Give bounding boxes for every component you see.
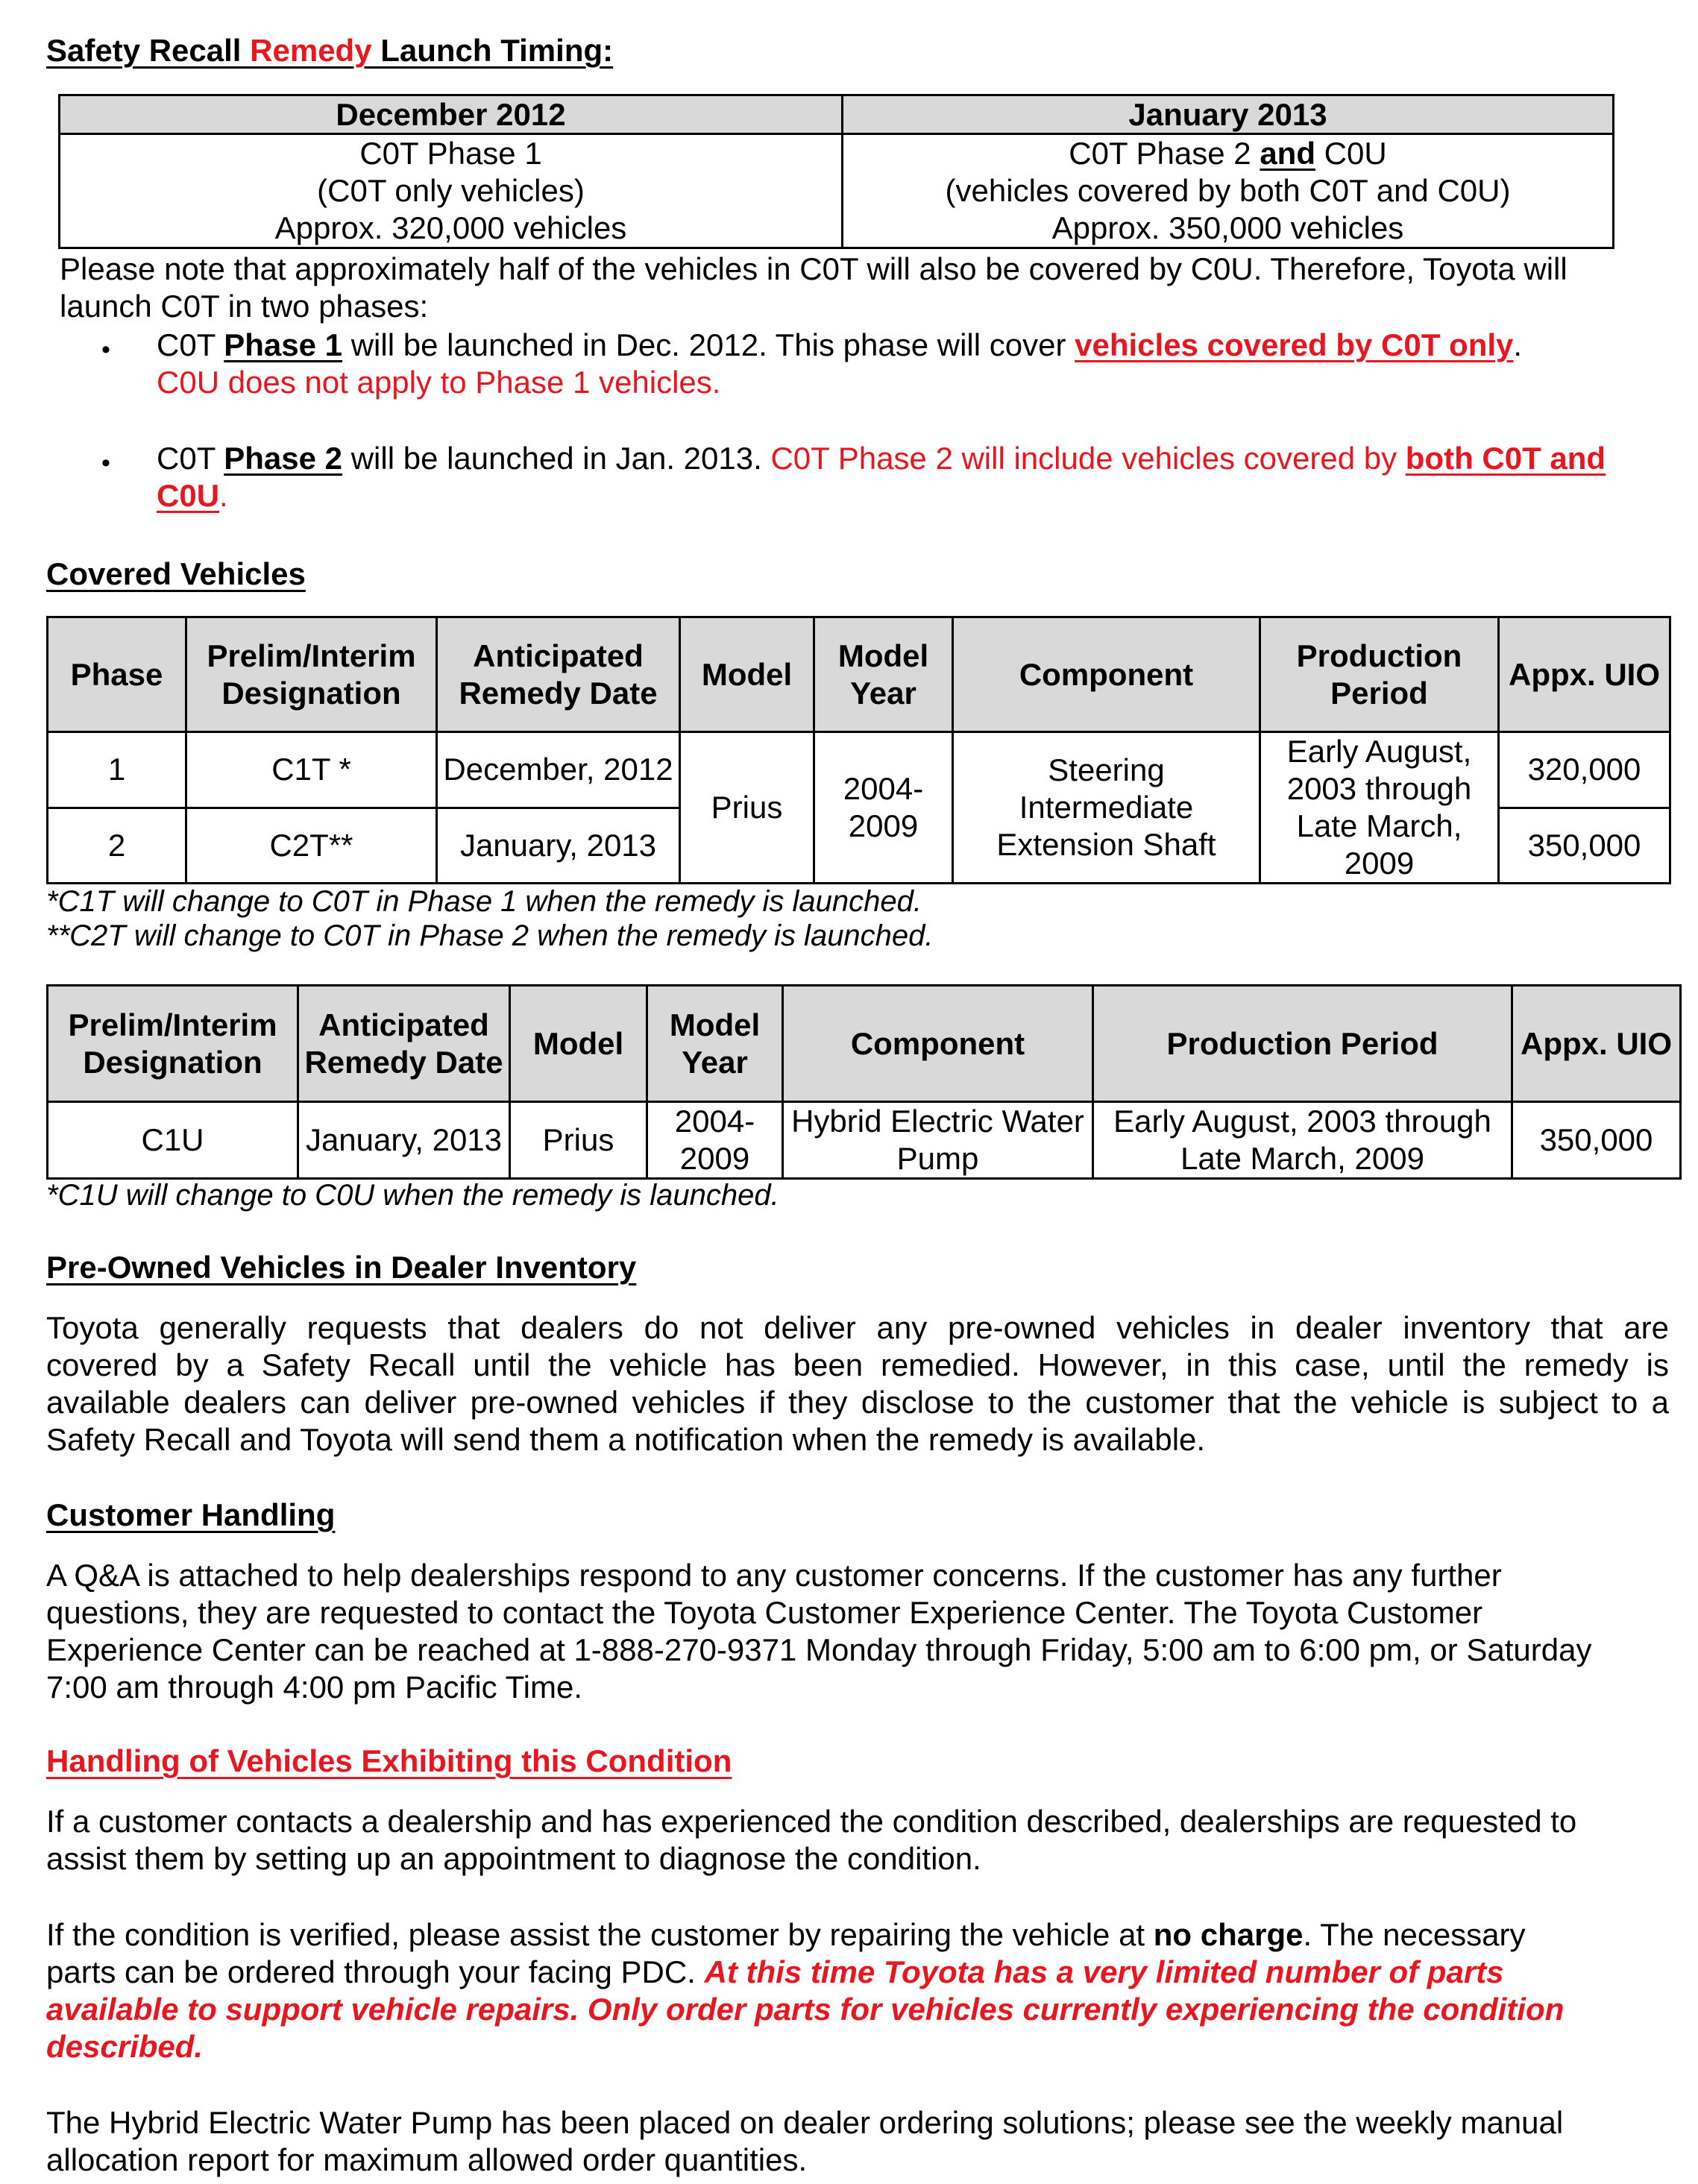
cell-date: January, 2013 bbox=[437, 808, 680, 884]
timing-line: Approx. 320,000 vehicles bbox=[274, 210, 627, 245]
timing-title-part: Safety Recall bbox=[46, 33, 251, 68]
bullet-red-text: C0T Phase 2 will include vehicles covered by bbox=[770, 441, 1406, 476]
timing-title-remedy: Remedy bbox=[250, 33, 372, 68]
handling-line bbox=[46, 1954, 1687, 1991]
covered-header-period: Production Period bbox=[1260, 617, 1499, 732]
handling-warning: available to support vehicle repairs. Only order parts for vehicles currently experiencing the condition bbox=[46, 1992, 1565, 2027]
table-row bbox=[48, 732, 1670, 808]
customer-line: questions, they are requested to contact the Toyota Customer Experience Center. The Toyota Customer bbox=[46, 1595, 1483, 1630]
handling-line: assist them by setting up an appointment to diagnose the condition. bbox=[46, 1841, 981, 1876]
cell-model: Prius bbox=[680, 732, 814, 884]
pump-header-period: Production Period bbox=[1093, 986, 1512, 1102]
timing-line: (C0T only vehicles) bbox=[317, 173, 585, 208]
timing-table bbox=[58, 94, 1614, 249]
covered-header-designation: Prelim/Interim Designation bbox=[186, 617, 437, 732]
bullet-emphasis: vehicles covered by C0T only bbox=[1075, 327, 1514, 362]
bullet-phase1 bbox=[157, 327, 1648, 401]
cell-date: January, 2013 bbox=[298, 1102, 510, 1179]
covered-header-date: Anticipated Remedy Date bbox=[437, 617, 680, 732]
handling-line: The Hybrid Electric Water Pump has been placed on dealer ordering solutions; please see the weekly manual bbox=[46, 2105, 1564, 2140]
bullet-emphasis: both C0T and C0U bbox=[157, 441, 1606, 513]
handling-text: parts can be ordered through your facing PDC. bbox=[46, 1954, 705, 1989]
customer-title: Customer Handling bbox=[46, 1497, 336, 1532]
timing-header-jan: January 2013 bbox=[843, 95, 1614, 134]
covered-table bbox=[46, 616, 1671, 884]
preowned-body bbox=[46, 1309, 1669, 1458]
handling-p1 bbox=[46, 1803, 1687, 1878]
bullet-phase-label: Phase 1 bbox=[224, 327, 343, 362]
covered-title: Covered Vehicles bbox=[46, 556, 306, 591]
pump-table bbox=[46, 984, 1682, 1180]
customer-body bbox=[46, 1557, 1687, 1706]
covered-note-1: *C1T will change to C0T in Phase 1 when the remedy is launched. bbox=[46, 885, 922, 918]
covered-header-component: Component bbox=[953, 617, 1260, 732]
covered-header-model: Model bbox=[680, 617, 814, 732]
covered-header-uio: Appx. UIO bbox=[1499, 617, 1670, 732]
bullet-dot: • bbox=[101, 449, 110, 477]
cell-phase: 1 bbox=[48, 732, 186, 808]
bullet-text: C0T bbox=[157, 327, 224, 362]
cell-component: Hybrid Electric Water Pump bbox=[783, 1102, 1093, 1179]
handling-p3 bbox=[46, 2104, 1687, 2179]
cell-period: Early August, 2003 through Late March, 2009 bbox=[1093, 1102, 1512, 1179]
pump-header-model: Model bbox=[510, 986, 647, 1102]
timing-note: Please note that approximately half of the vehicles in C0T will also be covered by C0U. Therefore, Toyota will launch C0T in two phases: bbox=[60, 251, 1567, 324]
timing-text: C0T Phase 2 bbox=[1069, 136, 1260, 171]
handling-text: . The necessary bbox=[1303, 1917, 1526, 1952]
cell-model: Prius bbox=[510, 1102, 647, 1179]
preowned-title: Pre-Owned Vehicles in Dealer Inventory bbox=[46, 1250, 637, 1285]
bullet-text: C0T bbox=[157, 441, 224, 476]
cell-uio: 350,000 bbox=[1499, 808, 1670, 884]
no-charge-emphasis: no charge bbox=[1153, 1917, 1304, 1952]
timing-title-part: Launch Timing: bbox=[371, 33, 614, 68]
handling-title: Handling of Vehicles Exhibiting this Condition bbox=[46, 1743, 732, 1778]
handling-p2 bbox=[46, 1916, 1687, 2065]
pump-header-designation: Prelim/Interim Designation bbox=[48, 986, 298, 1102]
cell-uio: 350,000 bbox=[1512, 1102, 1681, 1179]
bullet-dot: • bbox=[101, 336, 110, 364]
timing-line: (vehicles covered by both C0T and C0U) bbox=[945, 173, 1511, 208]
handling-warning: At this time Toyota has a very limited number of parts bbox=[704, 1954, 1504, 1989]
timing-cell-phase2 bbox=[843, 134, 1614, 248]
bullet-line bbox=[157, 327, 1648, 364]
cell-phase: 2 bbox=[48, 808, 186, 884]
timing-line: C0T Phase 1 bbox=[359, 136, 542, 171]
cell-period: Early August, 2003 through Late March, 2009 bbox=[1260, 732, 1499, 884]
covered-note-2: **C2T will change to C0T in Phase 2 when the remedy is launched. bbox=[46, 919, 934, 952]
bullet-phase-label: Phase 2 bbox=[224, 441, 343, 476]
customer-line: 7:00 am through 4:00 pm Pacific Time. bbox=[46, 1670, 583, 1705]
preowned-line: available dealers can deliver pre-owned vehicles if they disclose to the customer that the vehicle is subject to a bbox=[46, 1385, 1669, 1420]
customer-line: A Q&A is attached to help dealerships respond to any customer concerns. If the customer has any further bbox=[46, 1558, 1502, 1593]
customer-line: Experience Center can be reached at 1-888-270-9371 Monday through Friday, 5:00 am to 6:00 pm, or Saturday bbox=[46, 1632, 1592, 1667]
cell-year: 2004-2009 bbox=[647, 1102, 783, 1179]
bullet-text: will be launched in Dec. 2012. This phase will cover bbox=[342, 327, 1075, 362]
covered-header-phase: Phase bbox=[48, 617, 186, 732]
cell-component: Steering Intermediate Extension Shaft bbox=[953, 732, 1260, 884]
timing-line: Approx. 350,000 vehicles bbox=[1051, 210, 1404, 245]
preowned-line: covered by a Safety Recall until the vehicle has been remedied. However, in this case, until the remedy is bbox=[46, 1347, 1669, 1382]
cell-year: 2004-2009 bbox=[814, 732, 953, 884]
preowned-line: Safety Recall and Toyota will send them a notification when the remedy is available. bbox=[46, 1422, 1206, 1457]
pump-header-uio: Appx. UIO bbox=[1512, 986, 1681, 1102]
bullet-red-text: . bbox=[219, 478, 228, 513]
preowned-line: Toyota generally requests that dealers do not deliver any pre-owned vehicles in dealer inventory that are bbox=[46, 1310, 1669, 1345]
handling-line: allocation report for maximum allowed order quantities. bbox=[46, 2142, 808, 2177]
cell-designation: C1T * bbox=[186, 732, 437, 808]
pump-note: *C1U will change to C0U when the remedy is launched. bbox=[46, 1179, 779, 1212]
handling-warning: described. bbox=[46, 2029, 204, 2064]
pump-header-date: Anticipated Remedy Date bbox=[298, 986, 510, 1102]
timing-title bbox=[46, 33, 613, 69]
bullet-phase2 bbox=[157, 440, 1648, 514]
cell-uio: 320,000 bbox=[1499, 732, 1670, 808]
cell-designation: C2T** bbox=[186, 808, 437, 884]
timing-and-emphasis: and bbox=[1260, 136, 1315, 171]
bullet-text: . bbox=[1513, 327, 1523, 362]
bullet-red-line: C0U does not apply to Phase 1 vehicles. bbox=[157, 365, 721, 400]
pump-header-year: Model Year bbox=[647, 986, 783, 1102]
timing-text: C0U bbox=[1315, 136, 1387, 171]
handling-text: If the condition is verified, please assist the customer by repairing the vehicle at bbox=[46, 1917, 1154, 1952]
table-row bbox=[48, 1102, 1681, 1179]
bullet-text: will be launched in Jan. 2013. bbox=[342, 441, 771, 476]
cell-designation: C1U bbox=[48, 1102, 298, 1179]
covered-header-year: Model Year bbox=[814, 617, 953, 732]
handling-line bbox=[46, 1916, 1687, 1954]
pump-header-component: Component bbox=[783, 986, 1093, 1102]
cell-date: December, 2012 bbox=[437, 732, 680, 808]
timing-line bbox=[848, 135, 1608, 172]
handling-line: If a customer contacts a dealership and has experienced the condition described, dealerships are requested to bbox=[46, 1804, 1577, 1839]
timing-cell-phase1 bbox=[60, 134, 843, 248]
timing-header-dec: December 2012 bbox=[60, 95, 843, 134]
